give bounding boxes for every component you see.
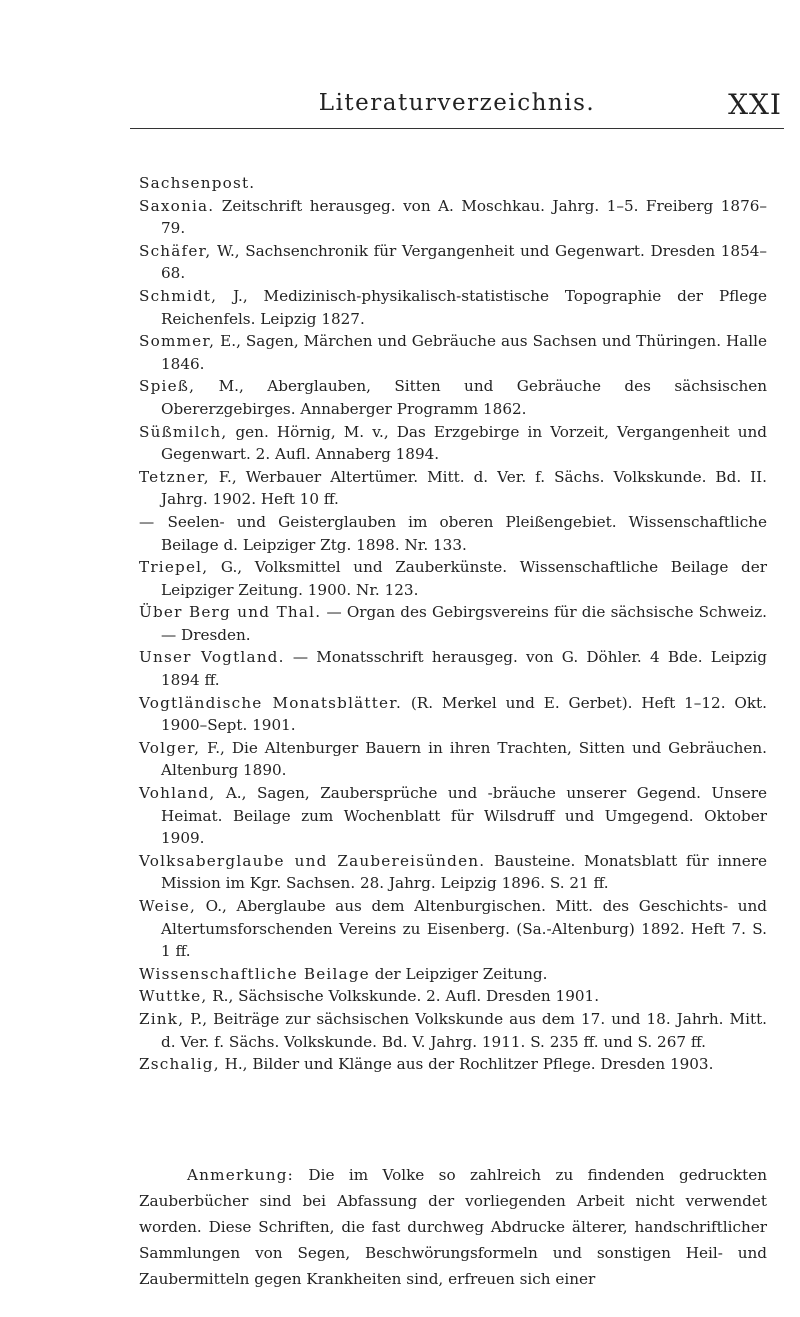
bibliography-entry <box>139 556 767 601</box>
entry-author: Volger, <box>139 738 201 757</box>
entry-text: der Leipziger Zeitung. <box>374 964 548 983</box>
bibliography-entry <box>139 1053 767 1076</box>
bibliography-entry <box>139 375 767 420</box>
entry-text: M., Aberglauben, Sitten und Gebräuche des sächsischen Obererzgebirges. Annaberger Programm 1862. <box>161 377 768 418</box>
running-title: Literaturverzeichnis. <box>318 90 596 116</box>
page-header <box>130 88 784 129</box>
entry-text: (R. Merkel und E. Gerbet). Heft 1–12. Okt. 1900–Sept. 1901. <box>161 693 767 735</box>
entry-text: R., Sächsische Volkskunde. 2. Aufl. Dresden 1901. <box>212 987 600 1006</box>
entry-author: Schäfer, <box>139 241 212 260</box>
entry-author: Sachsenpost. <box>139 174 256 192</box>
bibliography-entry <box>139 601 767 646</box>
entry-text: — Organ des Gebirgsvereins für die sächsische Schweiz. — Dresden. <box>161 603 767 644</box>
entry-author: Vohland, <box>139 784 216 803</box>
entry-author: Spieß, <box>139 377 196 396</box>
entry-text: P., Beiträge zur sächsischen Volkskunde aus dem 17. und 18. Jahrh. Mitt. d. Ver. f. Sächs. Volkskunde. Bd. V. Jahrg. 1911. S. 235 ff. und S. 267 ff. <box>161 1009 768 1051</box>
entry-text: F., Werbauer Altertümer. Mitt. d. Ver. f. Sächs. Volkskunde. Bd. II. Jahrg. 1902. Heft 10 ff. <box>161 467 768 509</box>
entry-text: E., Sagen, Märchen und Gebräuche aus Sachsen und Thüringen. Halle 1846. <box>161 332 768 373</box>
bibliography-entry <box>139 240 767 285</box>
entry-text: H., Bilder und Klänge aus der Rochlitzer Pflege. Dresden 1903. <box>224 1055 714 1074</box>
bibliography-entry <box>139 421 767 466</box>
entry-text: F., Die Altenburger Bauern in ihren Trachten, Sitten und Gebräuchen. Altenburg 1890. <box>161 738 767 780</box>
entry-author: Vogtländische Monatsblätter. <box>139 693 403 712</box>
bibliography-entry <box>139 511 767 556</box>
bibliography-entry <box>139 1008 767 1053</box>
note-label: Anmerkung: <box>187 1166 295 1184</box>
entry-author: Unser Vogtland. <box>139 648 285 667</box>
bibliography-entry <box>139 172 767 195</box>
page-number: XXI <box>728 88 782 121</box>
entry-text: gen. Hörnig, M. v., Das Erzgebirge in Vorzeit, Vergangenheit und Gegenwart. 2. Aufl. Annaberg 1894. <box>161 422 768 464</box>
entry-text: J., Medizinisch-physikalisch-statistische Topographie der Pflege Reichenfels. Leipzig 1827. <box>161 286 767 328</box>
bibliography-entry <box>139 285 767 330</box>
entry-text: A., Sagen, Zaubersprüche und -bräuche unserer Gegend. Unsere Heimat. Beilage zum Wochenblatt für Wilsdruff und Umgegend. Oktober 1909. <box>161 784 767 848</box>
entry-author: Süßmilch, <box>139 422 228 441</box>
entry-author: Tetzner, <box>139 467 210 486</box>
footnote-remark <box>139 1162 767 1292</box>
entry-text: Zeitschrift herausgeg. von A. Moschkau. Jahrg. 1–5. Freiberg 1876–79. <box>161 196 767 238</box>
entry-author: Wissenschaftliche Beilage <box>139 964 370 983</box>
bibliography-entry <box>139 692 767 737</box>
bibliography-list <box>139 172 767 1076</box>
entry-author: Volksaberglaube und Zaubereisünden. <box>139 851 486 870</box>
bibliography-entry <box>139 466 767 511</box>
entry-text: Bausteine. Monatsblatt für innere Mission im Kgr. Sachsen. 28. Jahrg. Leipzig 1896. S. 21 ff. <box>161 851 767 893</box>
entry-author: Zschalig, <box>139 1055 220 1074</box>
entry-text: O., Aberglaube aus dem Altenburgischen. Mitt. des Geschichts- und Altertumsforschenden Vereins zu Eisenberg. (Sa.-Altenburg) 1892. Heft 7. S. 1 ff. <box>161 897 767 961</box>
note-text: Die im Volke so zahlreich zu findenden gedruckten Zauberbücher sind bei Abfassung der vorliegenden Arbeit nicht verwendet worden. Diese Schriften, die fast durchweg Abdrucke älterer, handschriftlicher Sammlungen von Segen, Beschwörungsformeln und sonstigen Heil- und Zaubermitteln gegen Krankheiten sind, erfreuen sich einer <box>139 1166 767 1288</box>
bibliography-entry <box>139 646 767 691</box>
entry-author: Triepel, <box>139 558 209 577</box>
bibliography-entry <box>139 895 767 963</box>
bibliography-entry <box>139 985 767 1008</box>
entry-author: Weise, <box>139 897 197 915</box>
entry-text: Seelen- und Geisterglauben im oberen Pleißengebiet. Wissenschaftliche Beilage d. Leipziger Ztg. 1898. Nr. 133. <box>161 512 768 554</box>
entry-author: Über Berg und Thal. <box>139 603 322 622</box>
bibliography-entry <box>139 782 767 850</box>
entry-text: G., Volksmittel und Zauberkünste. Wissenschaftliche Beilage der Leipziger Zeitung. 1900. Nr. 123. <box>161 558 767 599</box>
bibliography-entry <box>139 330 767 375</box>
entry-author: Schmidt, <box>139 286 218 305</box>
entry-text: — Monatsschrift herausgeg. von G. Döhler. 4 Bde. Leipzig 1894 ff. <box>161 648 767 690</box>
entry-author: Saxonia. <box>139 196 215 215</box>
bibliography-entry <box>139 737 767 782</box>
entry-author: — <box>139 512 156 531</box>
bibliography-entry <box>139 850 767 895</box>
entry-author: Wuttke, <box>139 987 208 1006</box>
bibliography-entry <box>139 963 767 986</box>
entry-author: Zink, <box>139 1009 185 1028</box>
bibliography-entry <box>139 195 767 240</box>
entry-text: W., Sachsenchronik für Vergangenheit und Gegenwart. Dresden 1854–68. <box>161 241 768 283</box>
entry-author: Sommer, <box>139 332 216 351</box>
